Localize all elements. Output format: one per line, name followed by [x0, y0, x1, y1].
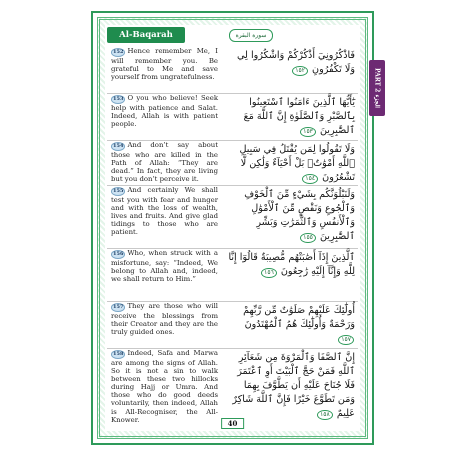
verse-translation: [107, 94, 222, 140]
verse-row: [107, 249, 358, 302]
ayah-end-marker: ١٥٥: [300, 233, 316, 243]
verse-row: [107, 186, 358, 249]
translation-text: And don’t say about those who are killed in the Path of Allah: “They are dead.” In fact, they are living but you don’t perceive it.: [111, 141, 218, 184]
verse-arabic: [222, 249, 358, 301]
verse-arabic: [222, 47, 358, 93]
arabic-text: يَٰٓأَيُّهَا ٱلَّذِينَ ءَامَنُوا ٱسْتَعِينُوا بِٱلصَّبْرِ وَٱلصَّلَوٰةِ إِنَّ ٱللَّهَ مَعَ ٱلصَّٰبِرِينَ: [243, 97, 355, 136]
ornamental-border: [97, 17, 368, 439]
verse-row: [107, 302, 358, 349]
ayah-end-marker: ١٥٧: [338, 335, 354, 345]
surah-title: Al-Baqarah: [107, 27, 185, 43]
surah-cartouche: سورة البقرة: [229, 29, 273, 42]
page-number: 40: [221, 418, 245, 429]
page-content: [105, 25, 360, 431]
verse-translation: [107, 186, 222, 248]
verse-translation: [107, 141, 222, 185]
verse-number-badge: 153: [113, 96, 124, 102]
verse-number-badge: 155: [113, 188, 124, 194]
verse-row: [107, 94, 358, 141]
translation-text: Indeed, Safa and Marwa are among the signs of Allah. So it is not a sin to walk between these two hillocks during Hajj or Umra. And those who do good deeds voluntarily, then indeed, Allah is All-Recogniser, the All-Knower.: [111, 349, 218, 424]
arabic-text: إِنَّ ٱلصَّفَا وَٱلْمَرْوَةَ مِن شَعَآئِرِ ٱللَّهِ فَمَنْ حَجَّ ٱلْبَيْتَ أَوِ ٱعْتَمَرَ فَلَا جُنَاحَ عَلَيْهِ أَن يَطَّوَّفَ بِهِمَا وَمَن تَطَوَّعَ خَيْرًا فَإِنَّ ٱللَّهَ شَاكِرٌ عَلِيمٌ: [232, 352, 355, 419]
translation-text: Hence remember Me, I will remember you. Be grateful to Me and save yourself from ungratefulness.: [111, 47, 218, 82]
verse-arabic: [222, 349, 358, 429]
translation-text: They are those who will receive the blessings from their Creator and they are the truly guided ones.: [111, 302, 218, 337]
translation-text: O you who believe! Seek help with patience and Salat. Indeed, Allah is with patient people.: [111, 94, 218, 129]
surah-label-area: [185, 27, 358, 43]
verse-number-badge: 157: [113, 304, 124, 310]
page-header: [107, 27, 358, 43]
verse-arabic: [222, 94, 358, 140]
arabic-text: وَلَا تَقُولُوا لِمَن يُقْتَلُ فِي سَبِيلِ ٱللَّهِ أَمْوَٰتٌۢ بَلْ أَحْيَآءٌ وَلَٰكِن لَّا تَشْعُرُونَ: [239, 144, 355, 183]
verse-translation: [107, 349, 222, 429]
arabic-text: فَاذْكُرُونِيٓ أَذْكُرْكُمْ وَاشْكُرُوا لِي وَلَا تَكْفُرُونِ: [237, 50, 355, 75]
part-tab: PART 2 الجزء: [369, 60, 385, 116]
ayah-end-marker: ١٥٦: [261, 268, 277, 278]
arabic-text: ٱلَّذِينَ إِذَآ أَصَٰبَتْهُم مُّصِيبَةٌ قَالُوٓا إِنَّا لِلَّهِ وَإِنَّآ إِلَيْهِ رَٰجِعُونَ: [228, 252, 355, 277]
verse-row: [107, 349, 358, 429]
verse-translation: [107, 47, 222, 93]
ayah-end-marker: ١٥٢: [292, 66, 308, 76]
verse-translation: [107, 302, 222, 348]
arabic-text: أُولَٰٓئِكَ عَلَيْهِمْ صَلَوَٰتٌ مِّن رَّبِّهِمْ وَرَحْمَةٌ وَأُولَٰٓئِكَ هُمُ ٱلْمُهْتَدُونَ: [243, 305, 355, 330]
arabic-text: وَلَنَبْلُوَنَّكُم بِشَيْءٍ مِّنَ ٱلْخَوْفِ وَٱلْجُوعِ وَنَقْصٍ مِّنَ ٱلْأَمْوَٰلِ وَٱلْأَنفُسِ وَٱلثَّمَرَٰتِ وَبَشِّرِ ٱلصَّٰبِرِينَ: [244, 189, 355, 242]
verse-arabic: [222, 302, 358, 348]
verse-row: [107, 47, 358, 94]
verse-arabic: [222, 186, 358, 248]
verse-number-badge: 152: [113, 49, 124, 55]
verse-translation: [107, 249, 222, 301]
ayah-end-marker: ١٥٨: [317, 410, 333, 420]
verse-number-badge: 158: [113, 351, 124, 357]
page-frame: [91, 11, 374, 445]
verse-row: [107, 141, 358, 186]
verse-number-badge: 154: [113, 143, 124, 149]
verse-arabic: [222, 141, 358, 185]
verse-number-badge: 156: [113, 251, 124, 257]
ayah-end-marker: ١٥٤: [302, 174, 318, 184]
translation-text: Who, when struck with a misfortune, say: “Indeed, We belong to Allah and, indeed, we shall return to Him.”: [111, 249, 218, 284]
translation-text: And certainly We shall test you with fear and hunger and with the loss of wealth, lives and fruits. And give glad tidings to those who are patient.: [111, 186, 218, 237]
ayah-end-marker: ١٥٣: [300, 127, 316, 137]
